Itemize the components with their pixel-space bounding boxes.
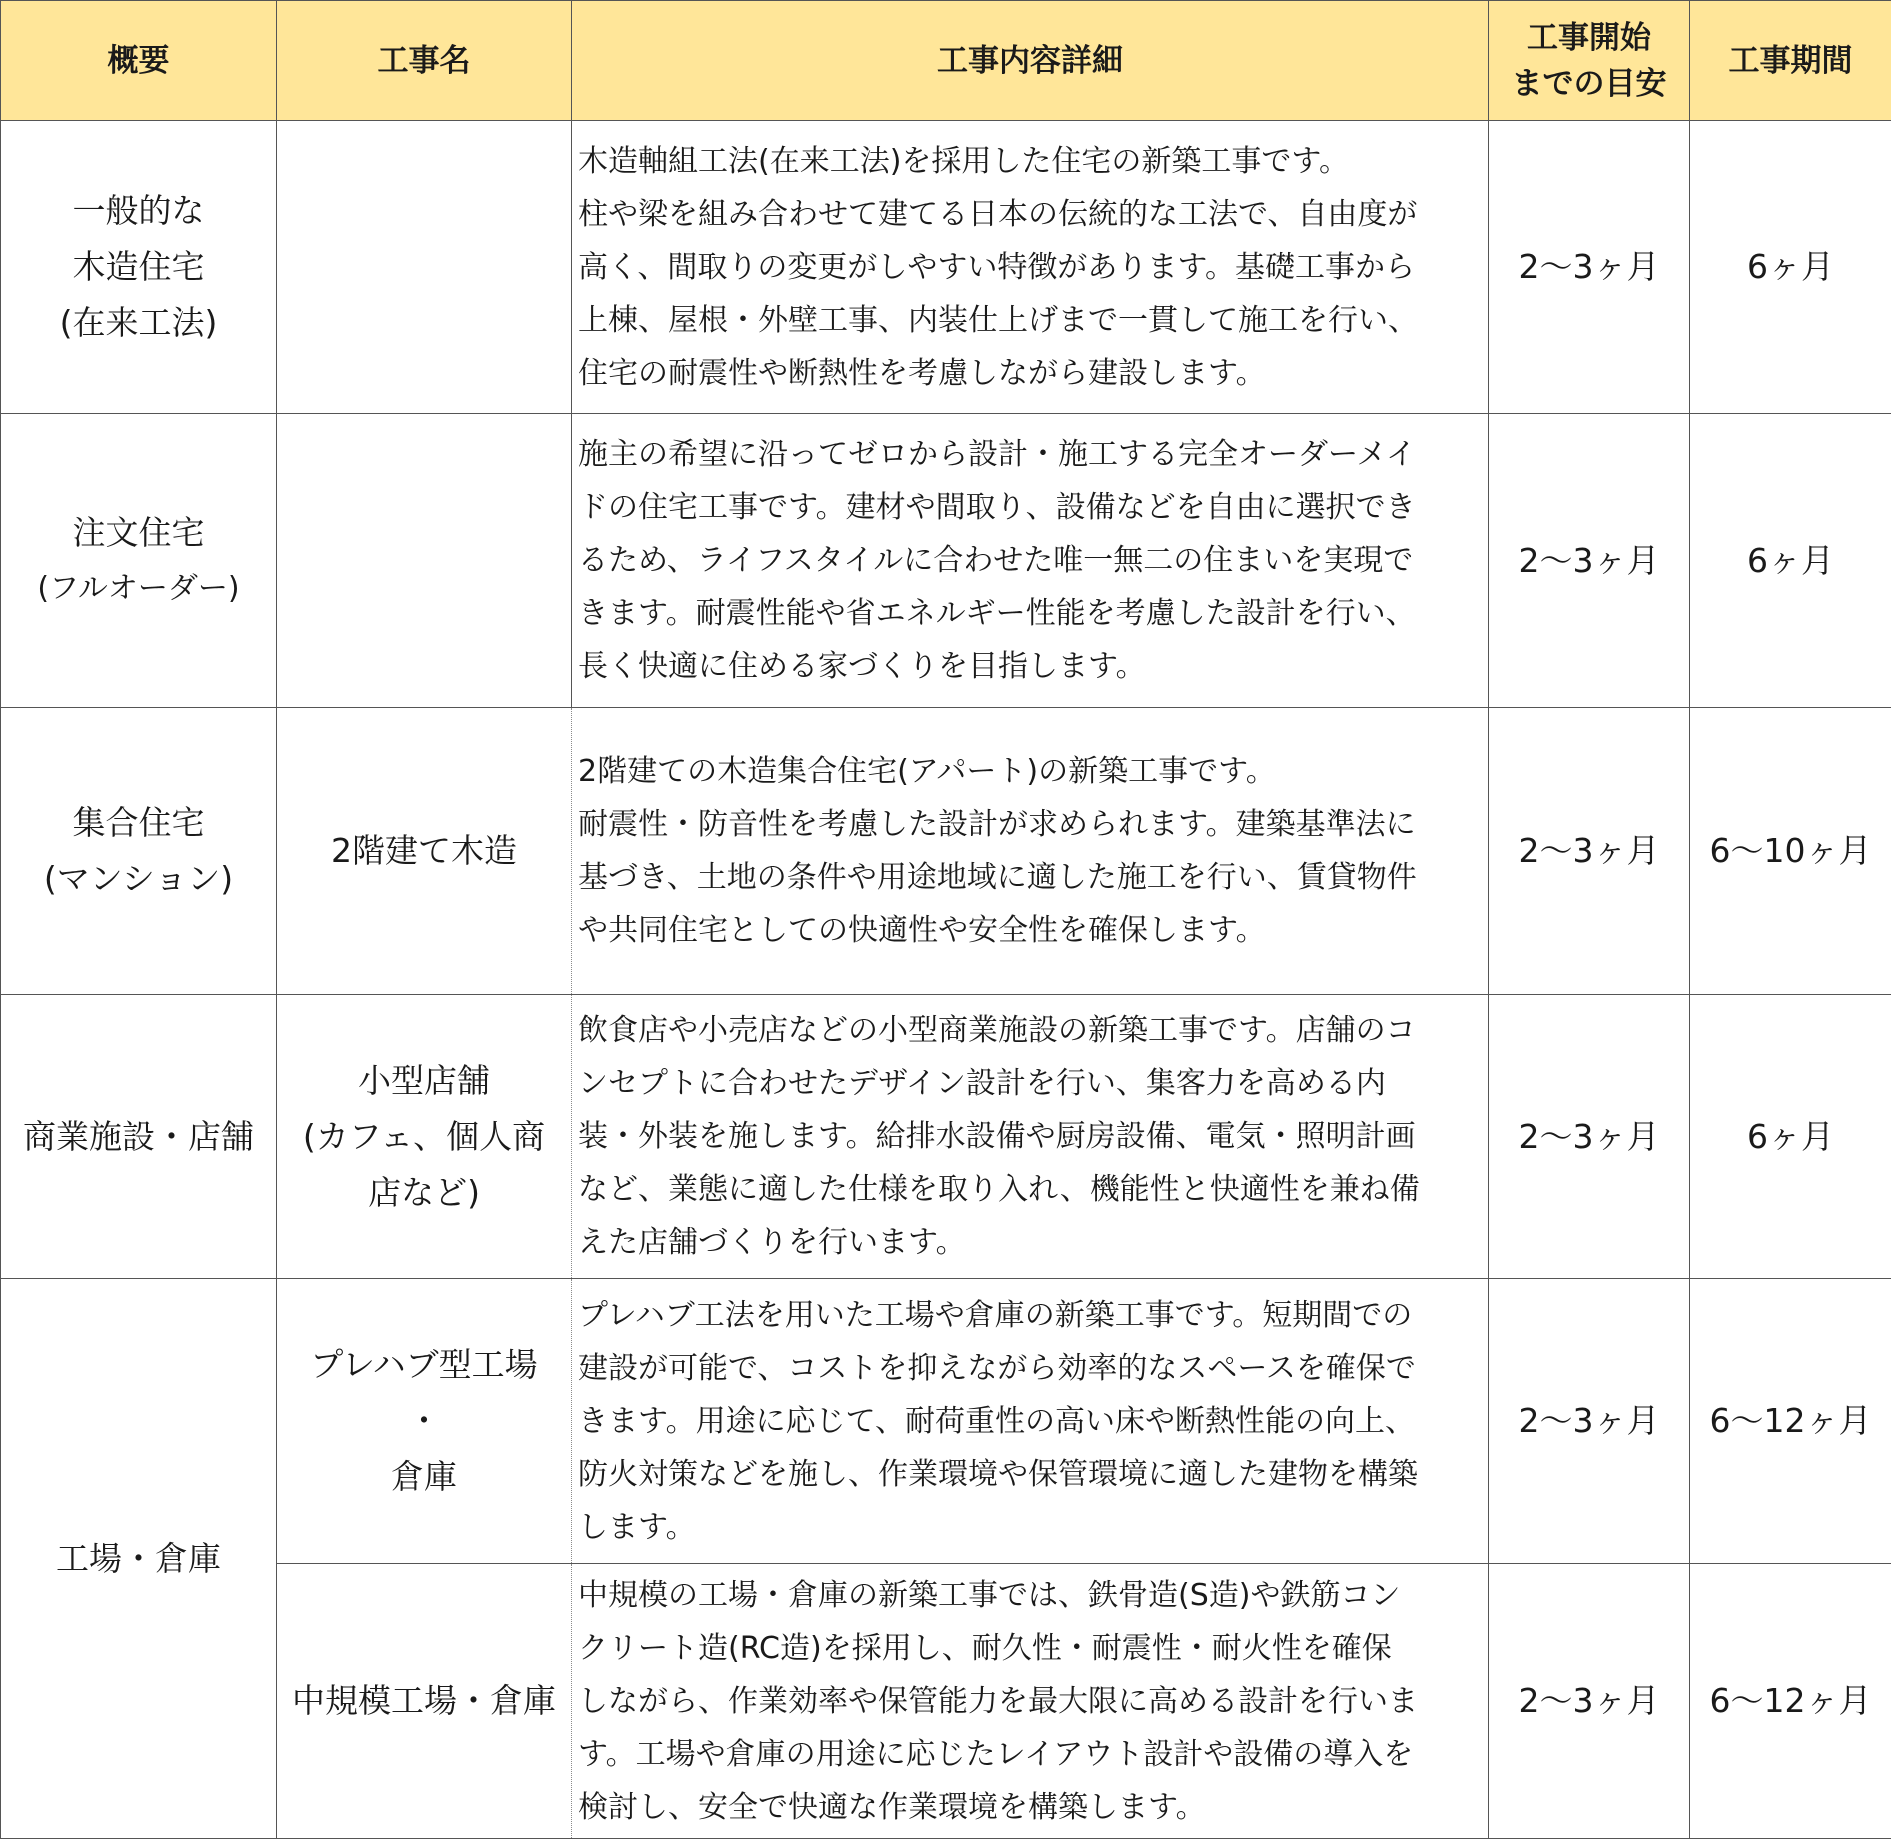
- work-name-cell: [277, 1564, 572, 1839]
- detail-line: しながら、作業効率や保管能力を最大限に高める設計を行いま: [578, 1675, 1480, 1728]
- header-period: 工事期間: [1690, 1, 1891, 121]
- overview-line: 一般的な: [1, 183, 276, 239]
- period-cell: 6〜12ヶ月: [1690, 1564, 1891, 1839]
- overview-cell: [1, 1279, 277, 1839]
- start-cell: 2〜3ヶ月: [1489, 121, 1690, 414]
- work-name-line: 中規模工場・倉庫: [277, 1673, 571, 1729]
- work-name-line: 2階建て木造: [277, 823, 571, 879]
- period-cell: 6ヶ月: [1690, 414, 1891, 708]
- overview-cell: [1, 414, 277, 708]
- period-cell: 6ヶ月: [1690, 995, 1891, 1279]
- work-name-line: プレハブ型工場: [277, 1337, 571, 1393]
- detail-line: 中規模の工場・倉庫の新築工事では、鉄骨造(S造)や鉄筋コン: [578, 1569, 1480, 1622]
- detail-line: します。: [578, 1501, 1480, 1554]
- detail-cell: [572, 121, 1489, 414]
- detail-line: 上棟、屋根・外壁工事、内装仕上げまで一貫して施工を行い、: [578, 294, 1480, 347]
- detail-cell: [572, 414, 1489, 708]
- header-start: [1489, 1, 1690, 121]
- overview-cell: [1, 121, 277, 414]
- overview-line: (マンション): [1, 851, 276, 907]
- table-row: [1, 995, 1891, 1279]
- detail-line: 施主の希望に沿ってゼロから設計・施工する完全オーダーメイ: [578, 428, 1480, 481]
- work-name-line: ・: [277, 1393, 571, 1449]
- start-cell: 2〜3ヶ月: [1489, 1279, 1690, 1564]
- detail-line: 高く、間取りの変更がしやすい特徴があります。基礎工事から: [578, 241, 1480, 294]
- start-cell: 2〜3ヶ月: [1489, 708, 1690, 995]
- work-name-cell: [277, 1279, 572, 1564]
- work-name-line: 倉庫: [277, 1449, 571, 1505]
- detail-line: 基づき、土地の条件や用途地域に適した施工を行い、賃貸物件: [578, 851, 1480, 904]
- detail-line: ドの住宅工事です。建材や間取り、設備などを自由に選択でき: [578, 481, 1480, 534]
- overview-cell: [1, 708, 277, 995]
- detail-line: 長く快適に住める家づくりを目指します。: [578, 640, 1480, 693]
- detail-line: 2階建ての木造集合住宅(アパート)の新築工事です。: [578, 745, 1480, 798]
- detail-line: 住宅の耐震性や断熱性を考慮しながら建設します。: [578, 347, 1480, 400]
- period-cell: 6〜10ヶ月: [1690, 708, 1891, 995]
- detail-line: 建設が可能で、コストを抑えながら効率的なスペースを確保で: [578, 1342, 1480, 1395]
- table-row: [1, 121, 1891, 414]
- overview-line: 商業施設・店舗: [1, 1109, 276, 1165]
- period-cell: 6ヶ月: [1690, 121, 1891, 414]
- detail-line: 防火対策などを施し、作業環境や保管環境に適した建物を構築: [578, 1448, 1480, 1501]
- header-detail: 工事内容詳細: [572, 1, 1489, 121]
- overview-line: 注文住宅: [1, 505, 276, 561]
- detail-line: や共同住宅としての快適性や安全性を確保します。: [578, 904, 1480, 957]
- detail-line: きます。耐震性能や省エネルギー性能を考慮した設計を行い、: [578, 587, 1480, 640]
- detail-line: 検討し、安全で快適な作業環境を構築します。: [578, 1781, 1480, 1834]
- overview-line: (フルオーダー): [1, 561, 276, 617]
- start-cell: 2〜3ヶ月: [1489, 995, 1690, 1279]
- work-name-line: 店など): [277, 1165, 571, 1221]
- detail-line: プレハブ工法を用いた工場や倉庫の新築工事です。短期間での: [578, 1289, 1480, 1342]
- detail-cell: [572, 995, 1489, 1279]
- start-cell: 2〜3ヶ月: [1489, 1564, 1690, 1839]
- header-row: [1, 1, 1891, 121]
- start-cell: 2〜3ヶ月: [1489, 414, 1690, 708]
- table-row: [1, 1279, 1891, 1564]
- overview-line: 木造住宅: [1, 239, 276, 295]
- detail-line: 装・外装を施します。給排水設備や厨房設備、電気・照明計画: [578, 1110, 1480, 1163]
- table-row: [1, 414, 1891, 708]
- header-start-line2: までの目安: [1489, 61, 1689, 107]
- detail-line: す。工場や倉庫の用途に応じたレイアウト設計や設備の導入を: [578, 1728, 1480, 1781]
- detail-line: など、業態に適した仕様を取り入れ、機能性と快適性を兼ね備: [578, 1163, 1480, 1216]
- detail-line: えた店舗づくりを行います。: [578, 1216, 1480, 1269]
- detail-cell: [572, 1279, 1489, 1564]
- detail-line: きます。用途に応じて、耐荷重性の高い床や断熱性能の向上、: [578, 1395, 1480, 1448]
- detail-line: るため、ライフスタイルに合わせた唯一無二の住まいを実現で: [578, 534, 1480, 587]
- overview-line: (在来工法): [1, 295, 276, 351]
- overview-cell: [1, 995, 277, 1279]
- period-cell: 6〜12ヶ月: [1690, 1279, 1891, 1564]
- detail-line: 耐震性・防音性を考慮した設計が求められます。建築基準法に: [578, 798, 1480, 851]
- detail-line: クリート造(RC造)を採用し、耐久性・耐震性・耐火性を確保: [578, 1622, 1480, 1675]
- work-name-line: 小型店舗: [277, 1053, 571, 1109]
- detail-cell: [572, 708, 1489, 995]
- work-name-cell: [277, 708, 572, 995]
- header-start-line1: 工事開始: [1489, 15, 1689, 61]
- overview-line: 工場・倉庫: [1, 1531, 276, 1587]
- work-name-cell: [277, 121, 572, 414]
- detail-line: 柱や梁を組み合わせて建てる日本の伝統的な工法で、自由度が: [578, 188, 1480, 241]
- detail-cell: [572, 1564, 1489, 1839]
- overview-line: 集合住宅: [1, 795, 276, 851]
- work-name-cell: [277, 995, 572, 1279]
- work-name-line: (カフェ、個人商: [277, 1109, 571, 1165]
- table-row: [1, 708, 1891, 995]
- work-name-cell: [277, 414, 572, 708]
- detail-line: 木造軸組工法(在来工法)を採用した住宅の新築工事です。: [578, 135, 1480, 188]
- detail-line: ンセプトに合わせたデザイン設計を行い、集客力を高める内: [578, 1057, 1480, 1110]
- table-row: [1, 1564, 1891, 1839]
- detail-line: 飲食店や小売店などの小型商業施設の新築工事です。店舗のコ: [578, 1004, 1480, 1057]
- header-work-name: 工事名: [277, 1, 572, 121]
- header-overview: 概要: [1, 1, 277, 121]
